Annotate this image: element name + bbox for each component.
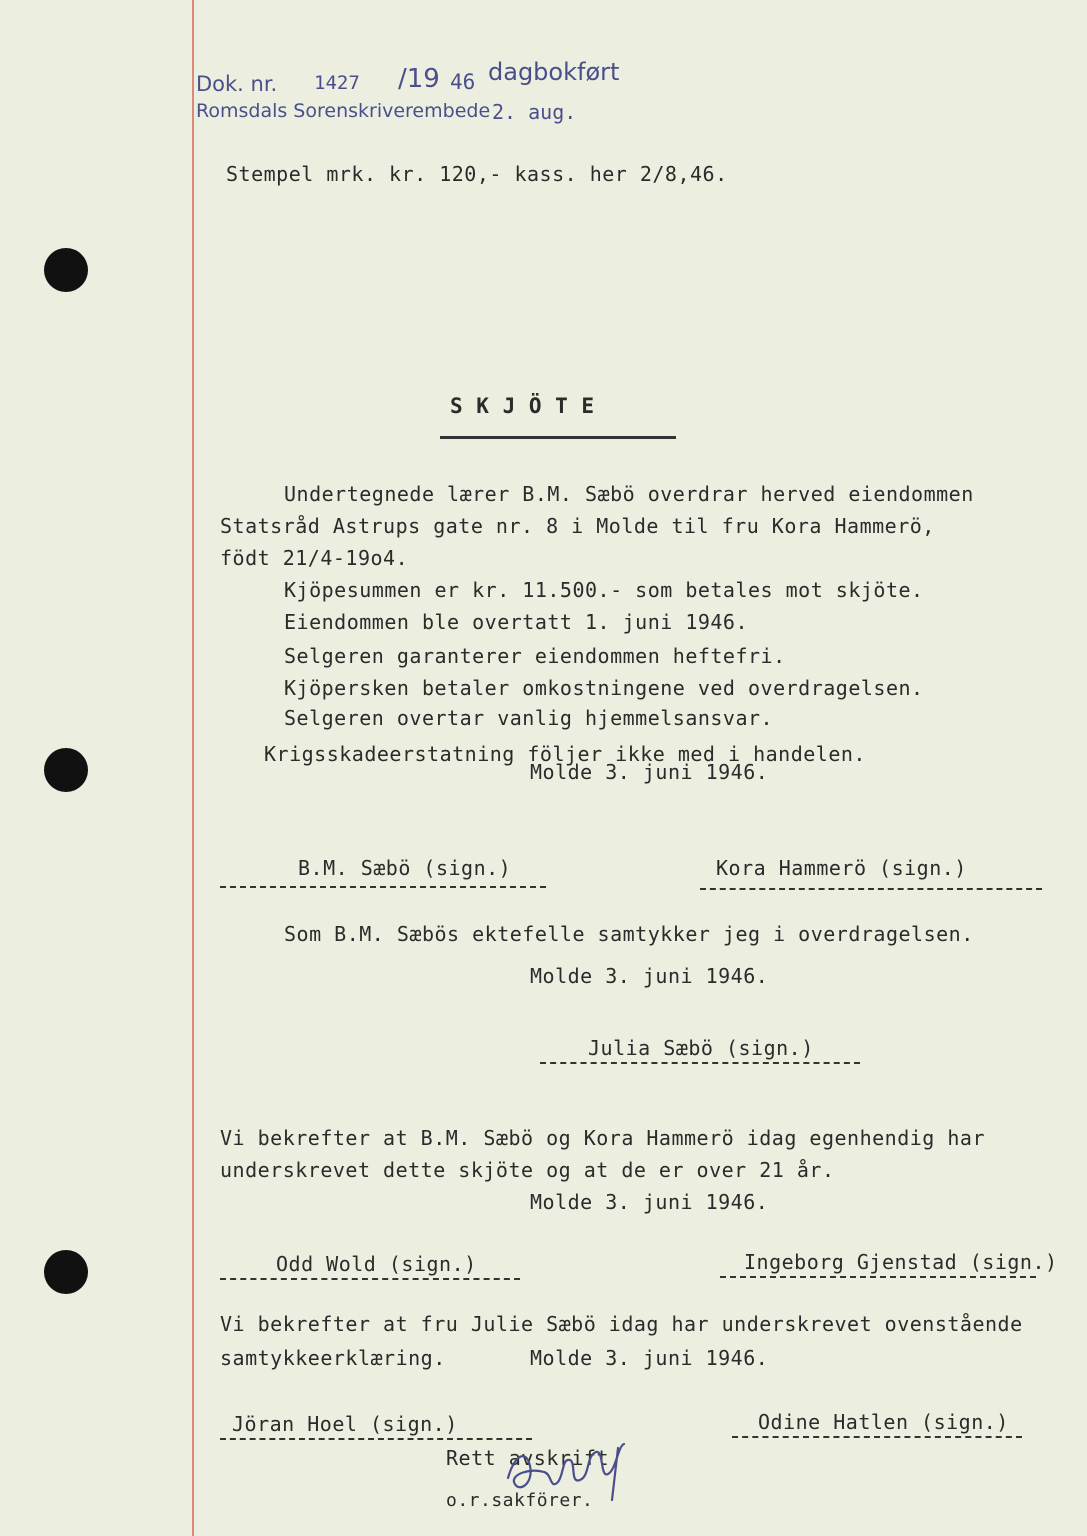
witness-text: Vi bekrefter at B.M. Sæbö og Kora Hammerö idag egenhendig har xyxy=(220,1126,986,1150)
body-line: Selgeren overtar vanlig hjemmelsansvar. xyxy=(284,706,774,730)
signature-line xyxy=(700,888,1042,890)
punch-hole xyxy=(44,748,88,792)
punch-hole xyxy=(44,1250,88,1294)
body-line: Selgeren garanterer eiendommen heftefri. xyxy=(284,644,786,668)
place-date: Molde 3. juni 1946. xyxy=(530,1190,769,1214)
witness-text: Vi bekrefter at fru Julie Sæbö idag har underskrevet ovenstående xyxy=(220,1312,1023,1336)
witness-text: underskrevet dette skjöte og at de er over 21 år. xyxy=(220,1158,835,1182)
witness-signature-left: Odd Wold (sign.) xyxy=(276,1252,477,1276)
body-line: Undertegnede lærer B.M. Sæbö overdrar herved eiendommen xyxy=(284,482,974,506)
signature-line xyxy=(732,1436,1022,1438)
signature-line xyxy=(220,1278,520,1280)
stamp-date: 2. aug. xyxy=(492,100,577,124)
body-line: Statsråd Astrups gate nr. 8 i Molde til fru Kora Hammerö, xyxy=(220,514,935,538)
signature-line xyxy=(540,1062,860,1064)
spouse-signature: Julia Sæbö (sign.) xyxy=(588,1036,814,1060)
witness-signature-right: Odine Hatlen (sign.) xyxy=(758,1410,1009,1434)
office-name: Romsdals Sorenskriverembede xyxy=(196,100,491,122)
buyer-signature: Kora Hammerö (sign.) xyxy=(716,856,967,880)
body-line: Krigsskadeerstatning följer ikke med i handelen. xyxy=(264,742,866,766)
margin-line xyxy=(192,0,194,1536)
signature-line xyxy=(220,1438,532,1440)
seller-signature: B.M. Sæbö (sign.) xyxy=(298,856,512,880)
witness-signature-right: Ingeborg Gjenstad (sign.) xyxy=(744,1250,1058,1274)
witness-signature-left: Jöran Hoel (sign.) xyxy=(232,1412,458,1436)
certification-text: Rett avskrift xyxy=(446,1446,610,1470)
signature-line xyxy=(720,1276,1036,1278)
body-line: Kjöpesummen er kr. 11.500.- som betales mot skjöte. xyxy=(284,578,924,602)
body-line: födt 21/4-19o4. xyxy=(220,546,409,570)
spouse-consent: Som B.M. Sæbös ektefelle samtykker jeg i overdragelsen. xyxy=(284,922,974,946)
stamp-duty-line: Stempel mrk. kr. 120,- kass. her 2/8,46. xyxy=(226,162,728,186)
year-suffix: 46 xyxy=(450,70,476,94)
stamp-prefix: Dok. nr. xyxy=(196,72,278,96)
document-title: S K J Ö T E xyxy=(450,394,595,418)
year-prefix: /19 xyxy=(398,64,440,94)
doc-number: 1427 xyxy=(314,72,360,94)
place-date: Molde 3. juni 1946. xyxy=(530,760,769,784)
punch-hole xyxy=(44,248,88,292)
place-date: Molde 3. juni 1946. xyxy=(530,964,769,988)
place-date: Molde 3. juni 1946. xyxy=(530,1346,769,1370)
title-underline xyxy=(440,436,676,439)
stamp-suffix: dagbokført xyxy=(488,58,620,86)
handwritten-signature xyxy=(500,1438,640,1510)
witness-text: samtykkeerklæring. xyxy=(220,1346,446,1370)
signature-line xyxy=(220,886,546,888)
body-line: Kjöpersken betaler omkostningene ved overdragelsen. xyxy=(284,676,924,700)
certification-title: o.r.sakförer. xyxy=(446,1490,594,1511)
body-line: Eiendommen ble overtatt 1. juni 1946. xyxy=(284,610,749,634)
